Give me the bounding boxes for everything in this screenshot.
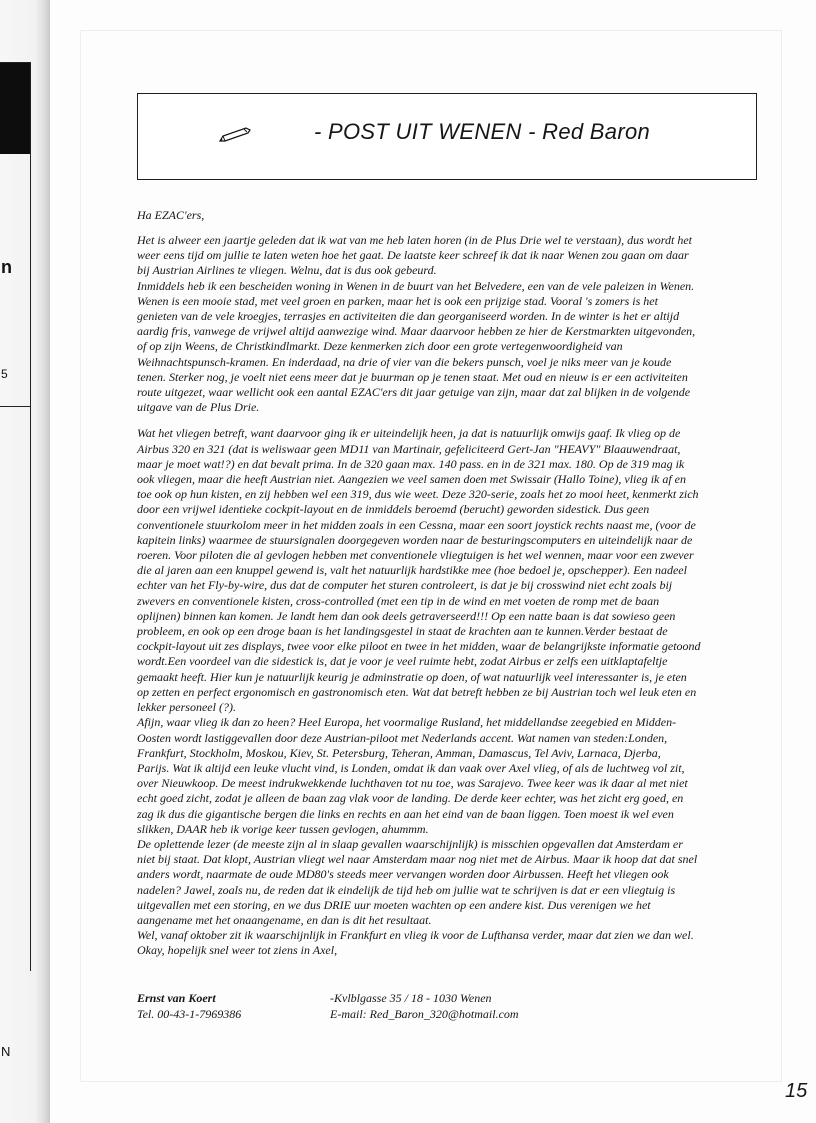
text-line: echt goed zicht, zodat je alleen de baan zag vlak voor de landing. De derde keer echter, was het zicht erg goed, en (137, 791, 684, 806)
text-line: slikken, DAAR heb ik vorige keer tussen gevlogen, ahummm. (137, 821, 429, 836)
text-line: zwevers en conventionele kisten, cross-controlled (met een tip in de wind en met voeten de romp met de baan (137, 593, 660, 608)
text-line: cockpit-layout uit zes displays, twee voor elke piloot en twee in het midden, waar de belangrijkste informatie getoond (137, 639, 701, 654)
text-line: over Nieuwkoop. De meest indrukwekkende luchthaven tot nu toe, was Sarajevo. Twee keer was ik daar al met niet (137, 776, 688, 791)
text-line: Inmiddels heb ik een bescheiden woning in Wenen in de buurt van het Belvedere, een van de vele paleizen in Wenen. (137, 278, 695, 293)
adjacent-page-fragment: n (1, 257, 12, 277)
text-line: weer eens tijd om jullie te laten weten hoe het gaat. De laatste keer schreef ik dat ik naar Wenen zou gaan om daar (137, 248, 689, 263)
letter-body (137, 233, 767, 959)
pen-icon (218, 127, 252, 143)
signature-phone: Tel. 00-43-1-7969386 (137, 1007, 242, 1021)
text-line: nadelen? Jawel, zoals nu, de reden dat ik eindelijk de tijd heb om jullie wat te schrijven is dat er een vliegtuig is (137, 882, 676, 897)
text-line: ook vliegen, maar die heeft Austrian niet. Aangezien we veel samen doen met Swissair (Hallo Toine), vlieg ik af en (137, 472, 687, 487)
text-line: bij Austrian Airlines te vliegen. Welnu, dat is dus ook gebeurd. (137, 263, 437, 278)
text-line: conventionele stuurkolom meer in het midden zoals in een Cessna, maar een soort joystick rechts naast me, (voor de (137, 517, 696, 532)
adjacent-page-fragment: N (1, 1044, 11, 1059)
text-line: aardig fris, vanwege de vrijwel altijd aanwezige wind. Maar daarvoor hebben ze hier de Kerstmarkten uitgevonden, (137, 324, 696, 339)
text-line: gemaakt heeft. Hier kun je natuurlijk keurig je adminstratie op doen, of wat natuurlijk veel interessanter is, je eten (137, 669, 687, 684)
text-line: roeren. Voor piloten die al gevlogen hebben met conventionele vliegtuigen is het wel wennen, maar voor een zwever (137, 548, 694, 563)
text-line: Frankfurt, Stockholm, Moskou, Kiev, St. Petersburg, Teheran, Amman, Damascus, Tel Aviv, Larnaca, Djerba, (137, 745, 661, 760)
text-line: of op zijn Weens, de Christkindlmarkt. Deze kenmerken zich door een grote vertegenwoordigheid van (137, 339, 623, 354)
text-line: tenen. Sterker nog, je voelt niet eens meer dat je buurman op je tenen staat. Met oud en nieuw is er een activiteiten (137, 369, 688, 384)
text-line: niet bij staat. Dat klopt, Austrian vliegt wel naar Amsterdam maar nog niet met de Airbus. Maar ik hoop dat dat snel (137, 852, 698, 867)
signature-email: E-mail: Red_Baron_320@hotmail.com (330, 1007, 519, 1021)
adjacent-page-frame (0, 62, 31, 971)
text-line: Afijn, waar vlieg ik dan zo heen? Heel Europa, het voormalige Rusland, het middellandse zeegebied en Midden- (137, 715, 677, 730)
adjacent-page-spine (0, 0, 50, 1123)
text-line: De oplettende lezer (de meeste zijn al in slaap gevallen waarschijnlijk) is misschien opgevallen dat Amsterdam er (137, 836, 683, 851)
text-line: toe ook op hun kisten, en zij hebben wel een 319, dus wie weet. Deze 320-serie, zoals het zo mooi heet, kenmerkt zich (137, 487, 699, 502)
text-line: aangename met het onaangename, en dan is dit het resultaat. (137, 912, 432, 927)
text-line: anders wordt, naarmate de oude MD80's steeds meer vervangen worden door Airbussen. Heeft het vliegen ook (137, 867, 669, 882)
text-line: door een vrijwel identieke cockpit-layout en de inmiddels beroemd (berucht) geworden sidestick. Dus geen (137, 502, 650, 517)
text-line: route uitgezet, waar wellicht ook een aantal EZAC'ers dit jaar getuige van zijn, maar dat zal blijken in de volgende (137, 385, 691, 400)
signature-address: -Kvlblgasse 35 / 18 - 1030 Wenen (330, 991, 492, 1005)
text-line: maar je moet wat!?) en dat bevalt prima. In de 320 gaan max. 140 pass. en in de 321 max. 180. Op de 319 mag ik (137, 456, 685, 471)
paragraph (137, 233, 767, 415)
text-line: Wel, vanaf oktober zit ik waarschijnlijk in Frankfurt en vlieg ik voor de Lufthansa verder, maar dat zien we dan wel. (137, 928, 694, 943)
text-line: op zetten en perfect ergonomisch en gastronomisch eten. Wat dat betreft hebben ze bij Austrian toch wel leuk eten en (137, 684, 697, 699)
text-line: Wat het vliegen betreft, want daarvoor ging ik er uiteindelijk heen, ja dat is natuurlijk omwijs gaaf. Ik vlieg op de (137, 426, 681, 441)
text-line: Het is alweer een jaartje geleden dat ik wat van me heb laten horen (in de Plus Drie wel te verstaan), dus wordt het (137, 233, 692, 247)
signature-name: Ernst van Koert (137, 991, 216, 1005)
text-line: Okay, hopelijk snel weer tot ziens in Axel, (137, 943, 338, 958)
text-line: genieten van de vele kroegjes, terrasjes en activiteiten die dan georganiseerd worden. In de winter is het er altijd (137, 309, 680, 324)
text-line: kapitein links) waarmee de stuursignalen doorgegeven worden naar de besturingscomputers en uiteindelijk naar de (137, 532, 693, 547)
text-line: lekker personeel (?). (137, 700, 236, 715)
text-line: wordt.Een voordeel van die sidestick is, dat je voor je veel ruimte hebt, zodat Airbus er zelfs een uitklaptafeltje (137, 654, 668, 669)
page-title: - POST UIT WENEN - Red Baron (314, 119, 651, 144)
text-line: probleem, en ook op een droge baan is het landingsgestel in staat de krachten aan te kunnen.Verder bestaat de (137, 624, 668, 639)
text-line: uitgave van de Plus Drie. (137, 400, 260, 415)
greeting: Ha EZAC'ers, (137, 208, 205, 222)
text-line: Weihnachtspunsch-kramen. En inderdaad, na drie of vier van die bekers punsch, voel je niks meer van je koude (137, 354, 672, 369)
page-number: 15 (785, 1080, 808, 1102)
text-line: uitgevallen met een storing, en we dus DRIE uur moeten wachten op een andere kist. Dus verenigen we het (137, 897, 651, 912)
text-line: zag ik dus die gigantische bergen die links en rechts en aan het eind van de baan liggen. Toen moest ik wel even (137, 806, 674, 821)
adjacent-page-fragment: 5 (1, 367, 8, 381)
text-line: Airbus 320 en 321 (dat is weliswaar geen MD11 van Martinair, gefeliciteerd Gert-Jan "HEAVY" Blaauwendraat, (137, 441, 681, 456)
paragraph (137, 426, 767, 958)
text-line: Wenen is een mooie stad, met veel groen en parken, maar het is ook een prijzige stad. Vooral 's zomers is het (137, 293, 658, 308)
text-line: echter van het Fly-by-wire, dus dat de computer het sturen controleert, is dat je bij crosswind niet echt zoals bij (137, 578, 673, 593)
text-line: Parijs. Wat ik altijd een leuke vlucht vind, is Londen, omdat ik dan vaak over Axel vlieg, of als de luchtweg vol zit, (137, 760, 685, 775)
text-line: oplijnen) binnen kan komen. Je landt hem dan ook deels getraverseerd!!! Op een natte baan is dat sowieso geen (137, 608, 676, 623)
text-line: Oosten wordt lastiggevallen door deze Austrian-piloot met Nederlands accent. Wat namen van steden:Londen, (137, 730, 668, 745)
text-line: die al jaren aan een knuppel gewend is, valt het natuurlijk hardstikke mee (hoe bedoel je, opschepper). Een nadeel (137, 563, 687, 578)
title-box (137, 93, 757, 180)
